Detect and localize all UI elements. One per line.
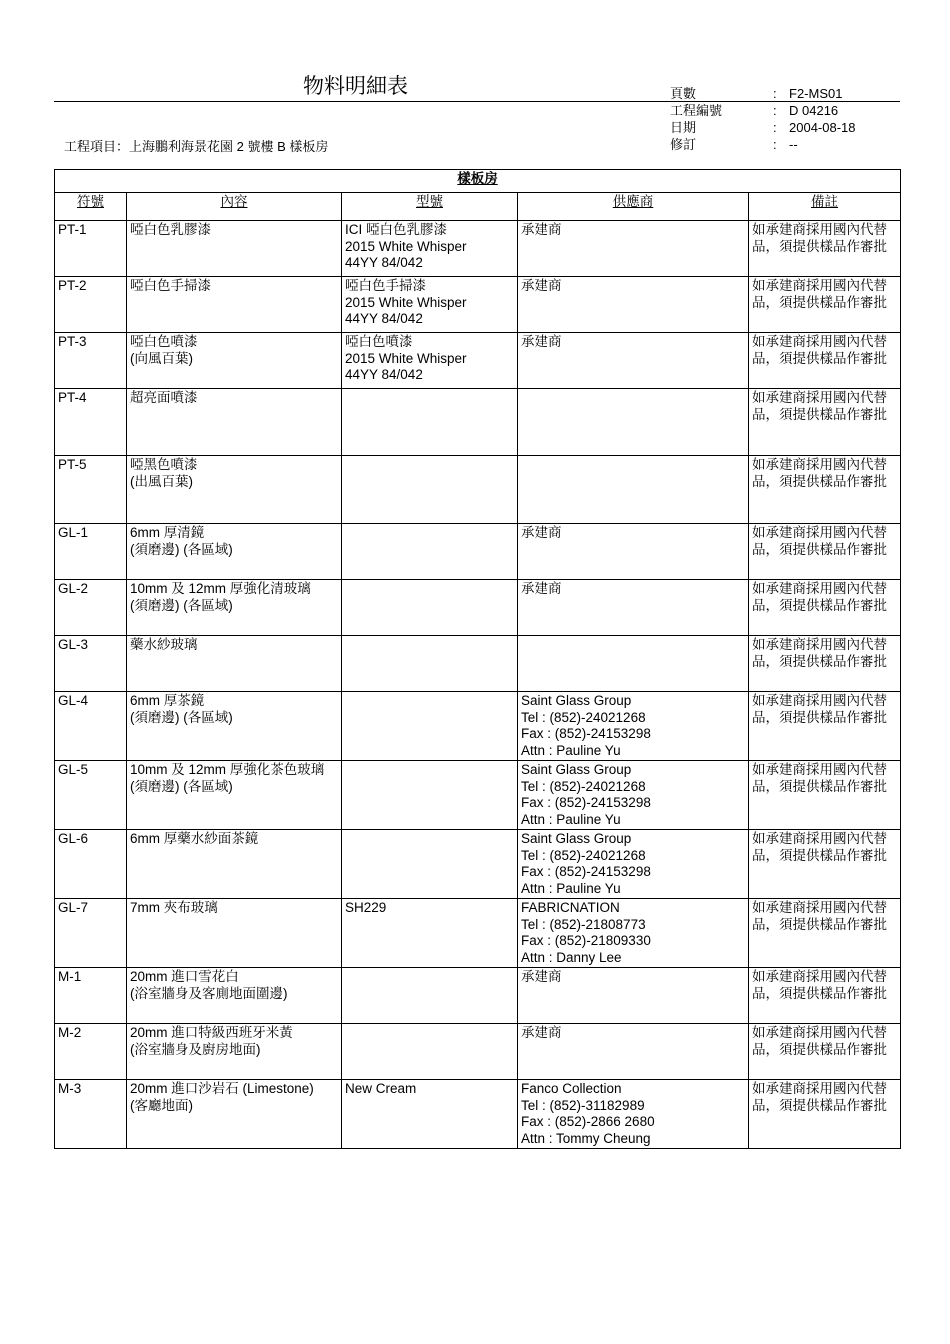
cell-code: M-3 — [55, 1080, 127, 1149]
cell-remark: 如承建商採用國內代替品，須提供樣品作審批 — [749, 1024, 901, 1080]
meta-value: F2-MS01 — [789, 86, 843, 101]
cell-line: 7mm 夾布玻璃 — [130, 900, 218, 915]
cell-line: 承建商 — [521, 525, 562, 540]
cell-supplier — [518, 636, 749, 692]
cell-supplier — [518, 968, 749, 1024]
cell-supplier — [518, 333, 749, 389]
materials-table-body — [55, 221, 901, 1149]
column-header-supplier: 供應商 — [518, 193, 749, 221]
meta-label: 日期 — [670, 120, 697, 135]
meta-label: 頁數 — [670, 86, 697, 101]
cell-content — [127, 277, 342, 333]
cell-line: 44YY 84/042 — [345, 311, 423, 326]
cell-line: (浴室牆身及廚房地面) — [130, 1041, 261, 1057]
cell-line: 44YY 84/042 — [345, 367, 423, 382]
document-title: 物料明細表 — [303, 74, 408, 98]
cell-supplier — [518, 692, 749, 761]
cell-line: Attn : Pauline Yu — [521, 742, 621, 758]
cell-code: M-1 — [55, 968, 127, 1024]
cell-line: 啞白色噴漆 — [345, 334, 413, 349]
cell-code: PT-5 — [55, 456, 127, 524]
column-header-content: 內容 — [127, 193, 342, 221]
cell-model — [342, 580, 518, 636]
cell-line: Attn : Tommy Cheung — [521, 1130, 651, 1146]
table-row — [55, 456, 901, 524]
cell-supplier — [518, 221, 749, 277]
cell-line: 啞黑色噴漆 — [130, 457, 198, 472]
table-row — [55, 580, 901, 636]
cell-line: 2015 White Whisper — [345, 350, 467, 366]
column-header-row — [55, 193, 901, 221]
cell-model — [342, 830, 518, 899]
cell-code: PT-1 — [55, 221, 127, 277]
table-row — [55, 692, 901, 761]
meta-value: 2004-08-18 — [789, 120, 856, 135]
cell-content — [127, 968, 342, 1024]
cell-code: PT-2 — [55, 277, 127, 333]
meta-label: 工程編號 — [670, 103, 723, 118]
cell-content — [127, 524, 342, 580]
table-row — [55, 899, 901, 968]
cell-supplier — [518, 524, 749, 580]
cell-line: 44YY 84/042 — [345, 255, 423, 270]
cell-line: Tel : (852)-31182989 — [521, 1097, 645, 1113]
cell-line: 啞白色手掃漆 — [130, 278, 211, 293]
cell-line: (浴室牆身及客廁地面圍邊) — [130, 985, 288, 1001]
cell-code: M-2 — [55, 1024, 127, 1080]
cell-model — [342, 899, 518, 968]
cell-line: Attn : Pauline Yu — [521, 811, 621, 827]
cell-line: 2015 White Whisper — [345, 294, 467, 310]
cell-remark: 如承建商採用國內代替品，須提供樣品作審批 — [749, 456, 901, 524]
meta-value: D 04216 — [789, 103, 839, 118]
cell-content — [127, 456, 342, 524]
section-title: 樣板房 — [55, 170, 901, 193]
cell-line: (須磨邊) (各區域) — [130, 541, 233, 557]
cell-supplier — [518, 1024, 749, 1080]
table-row — [55, 277, 901, 333]
cell-model — [342, 1080, 518, 1149]
section-header-row — [55, 170, 901, 193]
cell-remark: 如承建商採用國內代替品，須提供樣品作審批 — [749, 899, 901, 968]
cell-content — [127, 221, 342, 277]
cell-content — [127, 692, 342, 761]
cell-code: PT-3 — [55, 333, 127, 389]
cell-remark: 如承建商採用國內代替品，須提供樣品作審批 — [749, 830, 901, 899]
cell-model — [342, 1024, 518, 1080]
cell-line: 6mm 厚藥水紗面茶鏡 — [130, 831, 259, 846]
meta-colon: : — [773, 137, 777, 152]
cell-line: 6mm 厚茶鏡 — [130, 693, 205, 708]
cell-supplier — [518, 277, 749, 333]
cell-code: GL-5 — [55, 761, 127, 830]
cell-line: 6mm 厚清鏡 — [130, 525, 205, 540]
cell-line: 承建商 — [521, 1025, 562, 1040]
cell-supplier — [518, 1080, 749, 1149]
cell-model — [342, 333, 518, 389]
cell-remark: 如承建商採用國內代替品，須提供樣品作審批 — [749, 524, 901, 580]
cell-line: Tel : (852)-24021268 — [521, 847, 646, 863]
cell-remark: 如承建商採用國內代替品，須提供樣品作審批 — [749, 636, 901, 692]
cell-remark: 如承建商採用國內代替品，須提供樣品作審批 — [749, 389, 901, 456]
table-row — [55, 524, 901, 580]
column-header-remark: 備註 — [749, 193, 901, 221]
cell-content — [127, 636, 342, 692]
cell-line: Tel : (852)-24021268 — [521, 709, 646, 725]
cell-line: 啞白色乳膠漆 — [130, 222, 211, 237]
cell-line: 10mm 及 12mm 厚強化清玻璃 — [130, 581, 311, 596]
cell-content — [127, 333, 342, 389]
cell-line: (客廳地面) — [130, 1097, 193, 1113]
cell-supplier — [518, 580, 749, 636]
cell-line: 承建商 — [521, 222, 562, 237]
cell-remark: 如承建商採用國內代替品，須提供樣品作審批 — [749, 580, 901, 636]
cell-line: New Cream — [345, 1081, 417, 1096]
cell-line: Tel : (852)-24021268 — [521, 778, 646, 794]
cell-line: ICI 啞白色乳膠漆 — [345, 222, 448, 237]
cell-content — [127, 389, 342, 456]
cell-line: Fax : (852)-24153298 — [521, 726, 651, 741]
cell-line: (須磨邊) (各區域) — [130, 597, 233, 613]
cell-supplier — [518, 830, 749, 899]
cell-content — [127, 1024, 342, 1080]
cell-line: Tel : (852)-21808773 — [521, 916, 646, 932]
cell-model — [342, 277, 518, 333]
cell-line: 承建商 — [521, 581, 562, 596]
cell-line: 20mm 進口沙岩石 (Limestone) — [130, 1081, 314, 1096]
cell-line: (出風百葉) — [130, 473, 193, 489]
cell-line: (須磨邊) (各區域) — [130, 778, 233, 794]
cell-model — [342, 389, 518, 456]
cell-remark: 如承建商採用國內代替品，須提供樣品作審批 — [749, 968, 901, 1024]
cell-line: Fanco Collection — [521, 1081, 622, 1096]
cell-code: GL-1 — [55, 524, 127, 580]
cell-line: (須磨邊) (各區域) — [130, 709, 233, 725]
cell-code: GL-4 — [55, 692, 127, 761]
table-row — [55, 636, 901, 692]
cell-line: 2015 White Whisper — [345, 238, 467, 254]
cell-model — [342, 968, 518, 1024]
cell-line: 啞白色手掃漆 — [345, 278, 426, 293]
table-row — [55, 830, 901, 899]
cell-model — [342, 524, 518, 580]
cell-line: 超亮面噴漆 — [130, 390, 198, 405]
cell-line: 10mm 及 12mm 厚強化茶色玻璃 — [130, 762, 325, 777]
cell-content — [127, 580, 342, 636]
table-row — [55, 389, 901, 456]
cell-line: 承建商 — [521, 334, 562, 349]
table-row — [55, 761, 901, 830]
cell-content — [127, 761, 342, 830]
cell-line: SH229 — [345, 900, 387, 915]
cell-remark: 如承建商採用國內代替品，須提供樣品作審批 — [749, 221, 901, 277]
cell-model — [342, 692, 518, 761]
cell-code: GL-2 — [55, 580, 127, 636]
cell-code: GL-3 — [55, 636, 127, 692]
cell-remark: 如承建商採用國內代替品，須提供樣品作審批 — [749, 761, 901, 830]
cell-line: Saint Glass Group — [521, 762, 632, 777]
cell-supplier — [518, 899, 749, 968]
cell-line: 承建商 — [521, 278, 562, 293]
cell-line: Saint Glass Group — [521, 831, 632, 846]
cell-code: GL-7 — [55, 899, 127, 968]
cell-model — [342, 221, 518, 277]
table-row — [55, 968, 901, 1024]
cell-content — [127, 1080, 342, 1149]
meta-label: 修訂 — [670, 137, 697, 152]
meta-colon: : — [773, 103, 777, 118]
cell-supplier — [518, 389, 749, 456]
cell-line: 20mm 進口雪花白 — [130, 969, 239, 984]
table-row — [55, 1080, 901, 1149]
cell-content — [127, 830, 342, 899]
meta-colon: : — [773, 86, 777, 101]
cell-remark: 如承建商採用國內代替品，須提供樣品作審批 — [749, 333, 901, 389]
table-row — [55, 221, 901, 277]
cell-line: Fax : (852)-24153298 — [521, 864, 651, 879]
cell-supplier — [518, 761, 749, 830]
cell-remark: 如承建商採用國內代替品，須提供樣品作審批 — [749, 1080, 901, 1149]
cell-remark: 如承建商採用國內代替品，須提供樣品作審批 — [749, 277, 901, 333]
cell-model — [342, 456, 518, 524]
cell-remark: 如承建商採用國內代替品，須提供樣品作審批 — [749, 692, 901, 761]
column-header-code: 符號 — [55, 193, 127, 221]
meta-colon: : — [773, 120, 777, 135]
meta-value: -- — [789, 137, 798, 152]
cell-line: Fax : (852)-21809330 — [521, 933, 651, 948]
table-row — [55, 333, 901, 389]
cell-line: (向風百葉) — [130, 350, 193, 366]
cell-line: Attn : Pauline Yu — [521, 880, 621, 896]
cell-line: Fax : (852)-24153298 — [521, 795, 651, 810]
cell-line: 承建商 — [521, 969, 562, 984]
cell-line: Attn : Danny Lee — [521, 949, 622, 965]
cell-line: FABRICNATION — [521, 900, 620, 915]
cell-model — [342, 636, 518, 692]
materials-table — [54, 169, 901, 1149]
table-row — [55, 1024, 901, 1080]
cell-line: 20mm 進口特級西班牙米黃 — [130, 1025, 293, 1040]
cell-code: PT-4 — [55, 389, 127, 456]
cell-content — [127, 899, 342, 968]
project-name: 工程項目：上海鵬利海景花園 2 號樓 B 樣板房 — [64, 139, 329, 154]
cell-line: Fax : (852)-2866 2680 — [521, 1114, 655, 1129]
cell-line: 藥水紗玻璃 — [130, 637, 198, 652]
cell-line: 啞白色噴漆 — [130, 334, 198, 349]
cell-line: Saint Glass Group — [521, 693, 632, 708]
cell-code: GL-6 — [55, 830, 127, 899]
column-header-model: 型號 — [342, 193, 518, 221]
cell-supplier — [518, 456, 749, 524]
cell-model — [342, 761, 518, 830]
